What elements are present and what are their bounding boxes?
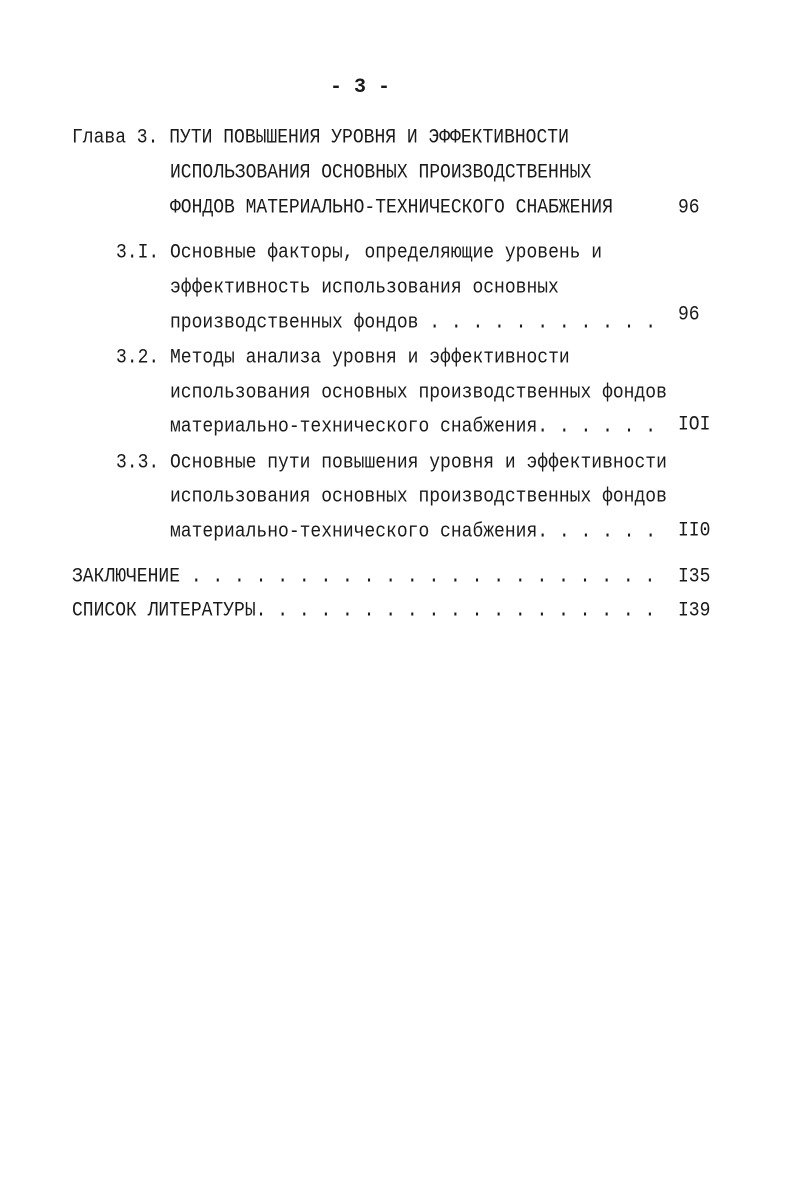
- toc-page: 96: [678, 303, 700, 327]
- toc-line: использования основных производственных фондов: [170, 485, 667, 509]
- page-number: - 3 -: [330, 76, 391, 99]
- toc-line: материально-технического снабжения. . . . . .: [170, 415, 657, 439]
- toc-line: 3.3. Основные пути повышения уровня и эффективности: [116, 451, 667, 475]
- toc-line: производственных фондов . . . . . . . . . . .: [170, 311, 657, 335]
- toc-line: Глава 3. ПУТИ ПОВЫШЕНИЯ УРОВНЯ И ЭФФЕКТИВНОСТИ: [72, 126, 569, 150]
- toc-line: 3.2. Методы анализа уровня и эффективности: [116, 346, 570, 370]
- toc-page: I39: [678, 599, 711, 623]
- toc-line: ФОНДОВ МАТЕРИАЛЬНО-ТЕХНИЧЕСКОГО СНАБЖЕНИЯ: [170, 196, 613, 220]
- toc-line: использования основных производственных фондов: [170, 381, 667, 405]
- toc-page: II0: [678, 519, 711, 543]
- toc-line: эффективность использования основных: [170, 276, 559, 300]
- toc-line: ЗАКЛЮЧЕНИЕ . . . . . . . . . . . . . . . . . . . . . .: [72, 565, 656, 589]
- toc-page: IOI: [678, 413, 711, 437]
- toc-page: I35: [678, 565, 711, 589]
- toc-line: материально-технического снабжения. . . . . .: [170, 520, 657, 544]
- toc-line: СПИСОК ЛИТЕРАТУРЫ. . . . . . . . . . . . . . . . . . .: [72, 599, 656, 623]
- toc-page: 96: [678, 196, 700, 220]
- toc-line: 3.I. Основные факторы, определяющие уровень и: [116, 241, 603, 265]
- toc-line: ИСПОЛЬЗОВАНИЯ ОСНОВНЫХ ПРОИЗВОДСТВЕННЫХ: [170, 161, 592, 185]
